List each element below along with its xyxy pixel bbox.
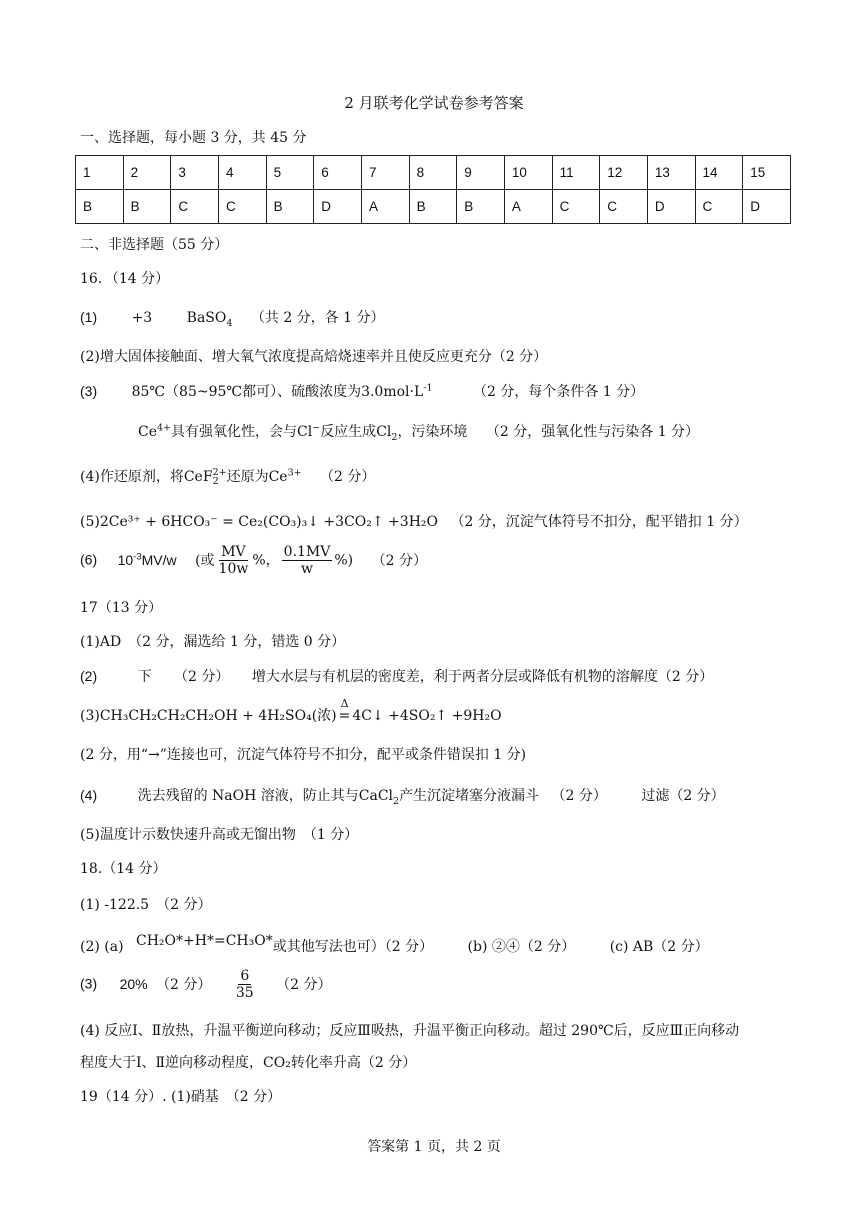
table-cell-answer: B [409, 190, 457, 224]
q18-heading: 18.（14 分） [80, 861, 167, 877]
table-cell-number: 5 [266, 156, 314, 190]
q16-part1: (1) +3 BaSO$_4$ （共 2 分，各 1 分） [80, 309, 385, 329]
table-cell-number: 3 [171, 156, 219, 190]
table-cell-number: 11 [552, 156, 600, 190]
table-cell-answer: D [743, 190, 791, 224]
page-title: 2 月联考化学试卷参考答案 [344, 94, 524, 112]
table-cell-number: 4 [218, 156, 266, 190]
q17-part4: (4) 洗去残留的 NaOH 溶液，防止其与CaCl$_2$产生沉淀堵塞分液漏斗 （2 分） 过滤（2 分） [80, 787, 725, 807]
q16-heading: 16．（14 分） [80, 271, 170, 287]
q16-part6: (6) $10^{-3}MV/w$ (或 $\frac{MV}{10w}$ %， $\frac{0.1MV}{w}$ %) （2 分） [80, 544, 427, 578]
table-cell-number: 13 [647, 156, 695, 190]
q16-part2: (2)增大固体接触面、增大氧气浓度提高焙烧速率并且使反应更充分（2 分） [80, 349, 548, 365]
q17-part2: (2) 下 （2 分） 增大水层与有机层的密度差，利于两者分层或降低有机物的溶解度（2 分） [80, 668, 714, 685]
q19-heading: 19（14 分）. (1)硝基 （2 分） [80, 1089, 282, 1105]
q18-part4-line1: (4) 反应Ⅰ、Ⅱ放热，升温平衡逆向移动；反应Ⅲ吸热，升温平衡正向移动。超过 290℃后，反应Ⅲ正向移动 [80, 1023, 740, 1039]
table-cell-answer: D [314, 190, 362, 224]
q17-part3-equation: (3)CH₃CH₂CH₂CH₂OH + 4H₂SO₄(浓) Δ = 4C↓ +4SO₂↑ +9H₂O [80, 697, 502, 724]
fraction: $\frac{6}{35}$ [235, 968, 254, 1002]
table-cell-number: 2 [123, 156, 171, 190]
q18-part1: (1) -122.5 （2 分） [80, 897, 212, 913]
page-footer: 答案第 1 页，共 2 页 [367, 1139, 501, 1155]
q17-part3-note: (2 分，用“→”连接也可，沉淀气体符号不扣分，配平或条件错误扣 1 分) [80, 747, 527, 763]
table-cell-answer: C [600, 190, 648, 224]
table-cell-answer: C [171, 190, 219, 224]
table-cell-answer: B [266, 190, 314, 224]
section-nonchoice-heading: 二、非选择题（55 分） [80, 237, 229, 253]
table-cell-answer: D [647, 190, 695, 224]
table-cell-answer: A [504, 190, 552, 224]
fraction: $\frac{0.1MV}{w}$ [283, 544, 331, 578]
table-cell-answer: C [552, 190, 600, 224]
q17-heading: 17（13 分） [80, 600, 163, 616]
table-cell-answer: B [76, 190, 124, 224]
q16-part3: (3) 85℃（85~95℃都可）、硫酸浓度为$3.0mol\cdot L^{-1}$ （2 分，每个条件各 1 分） [80, 382, 645, 400]
table-cell-number: 1 [76, 156, 124, 190]
table-row-numbers [76, 156, 791, 190]
q16-part4: (4)作还原剂，将CeF 2+ 2 还原为$Ce^{3+}$ （2 分） [80, 466, 376, 487]
q16-part3-explanation: $Ce^{4+}$具有强氧化性，会与Cl−反应生成$Cl_2$，污染环境 （2 分，强氧化性与污染各 1 分） [138, 422, 700, 443]
table-cell-number: 10 [504, 156, 552, 190]
table-cell-answer: B [123, 190, 171, 224]
table-cell-answer: A [361, 190, 409, 224]
table-cell-answer: B [457, 190, 505, 224]
table-cell-number: 8 [409, 156, 457, 190]
table-cell-number: 14 [695, 156, 743, 190]
q18-part2: (2) (a) CH₂O*+H*=CH₃O*或其他写法也可）（2 分） (b) ②④（2 分） (c) AB（2 分） [80, 933, 709, 955]
answer-table [75, 155, 791, 224]
table-cell-number: 7 [361, 156, 409, 190]
q18-part4-line2: 程度大于Ⅰ、Ⅱ逆向移动程度，CO₂转化率升高（2 分） [80, 1055, 417, 1071]
table-cell-number: 15 [743, 156, 791, 190]
section-choice-heading: 一、选择题，每小题 3 分，共 45 分 [80, 130, 307, 146]
table-cell-answer: C [695, 190, 743, 224]
q16-part5: (5)2Ce³⁺ + 6HCO₃⁻ = Ce₂(CO₃)₃↓ +3CO₂↑ +3H₂O （2 分，沉淀气体符号不扣分，配平错扣 1 分） [80, 514, 748, 530]
fraction: $\frac{MV}{10w}$ [218, 544, 249, 578]
table-cell-number: 6 [314, 156, 362, 190]
table-row-answers [76, 190, 791, 224]
q17-part1: (1)AD （2 分，漏选给 1 分，错选 0 分） [80, 634, 346, 650]
table-cell-answer: C [218, 190, 266, 224]
q18-part3: (3) 20% （2 分） $\frac{6}{35}$ （2 分） [80, 968, 332, 1002]
table-cell-number: 9 [457, 156, 505, 190]
q17-part5: (5)温度计示数快速升高或无馏出物 （1 分） [80, 827, 359, 843]
table-cell-number: 12 [600, 156, 648, 190]
